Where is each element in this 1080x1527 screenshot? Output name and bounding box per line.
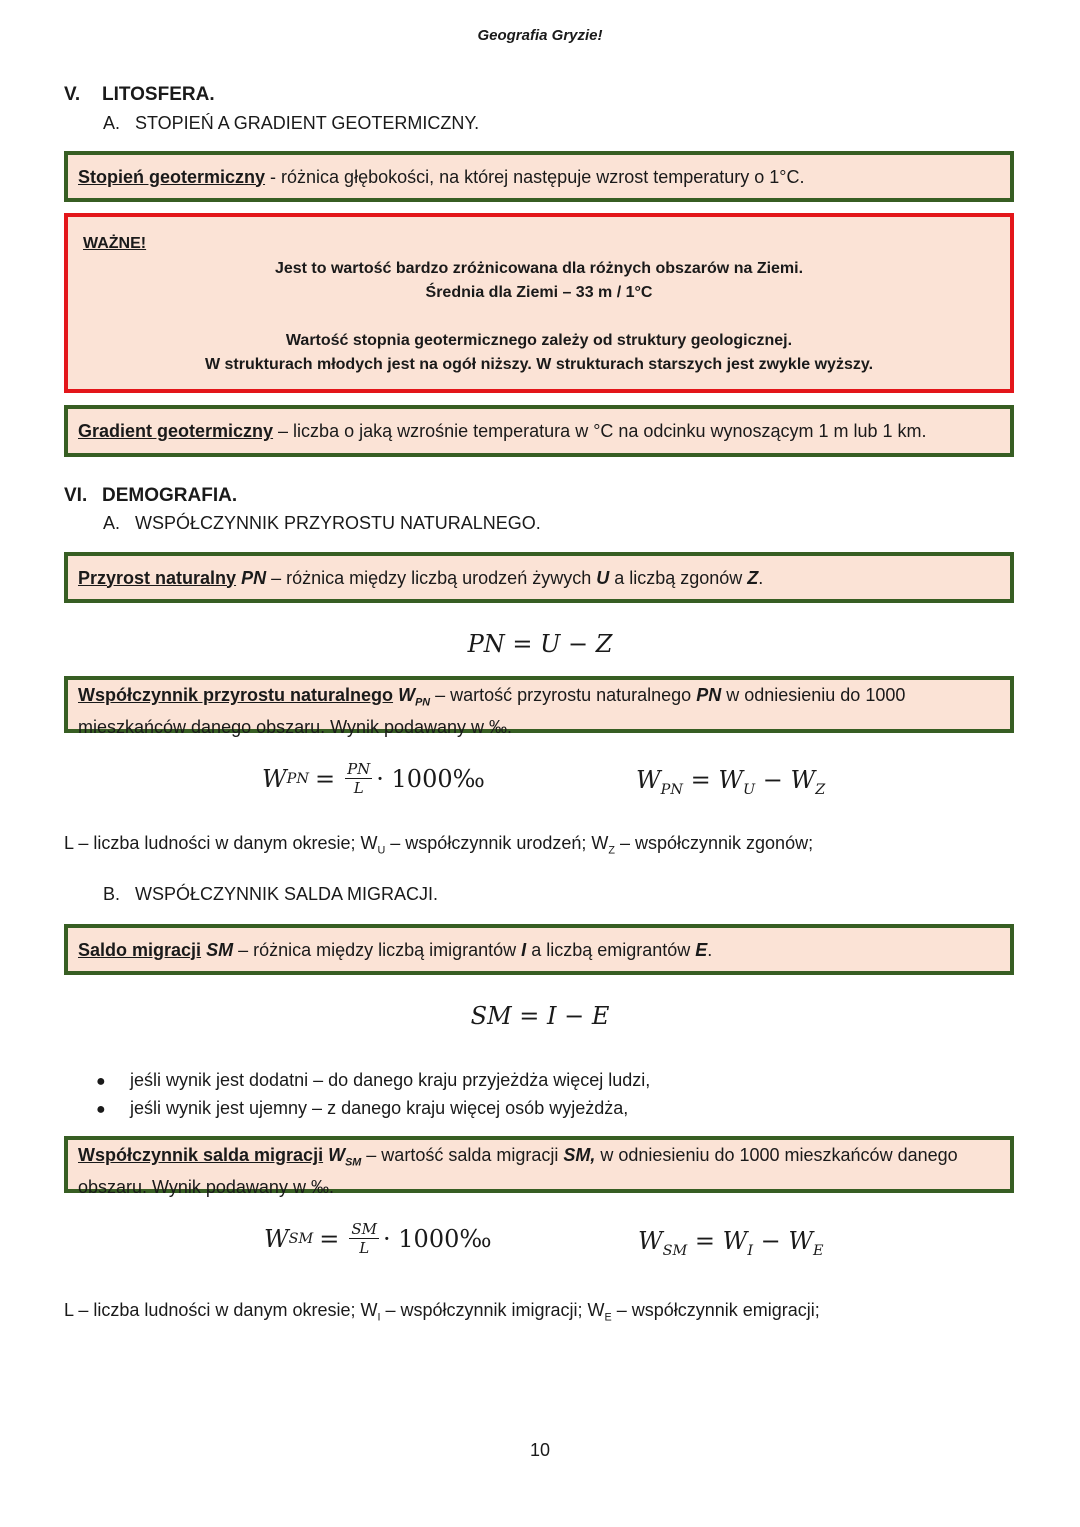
fraction: [345, 760, 372, 797]
formula-part: W: [718, 766, 743, 794]
formula-part: W: [790, 766, 816, 794]
subsection-heading-przyrost: [103, 513, 541, 534]
formula-subscript: U: [743, 781, 756, 798]
symbol: W: [328, 1145, 346, 1165]
formula-subscript: E: [813, 1242, 824, 1259]
definition-text: – wartość przyrostu naturalnego: [430, 685, 697, 705]
list-item: [96, 1094, 650, 1122]
warning-label: WAŻNE!: [83, 235, 147, 252]
note-text: – współczynnik zgonów;: [614, 833, 814, 853]
note-subscript: Z: [608, 844, 615, 857]
warning-line: Jest to wartość bardzo zróżnicowana dla różnych obszarów na Ziemi.: [274, 260, 804, 277]
note-subscript: E: [604, 1311, 612, 1324]
definition-wspolczynnik-przyrostu: [64, 676, 1014, 737]
list-item-text: jeśli wynik jest dodatni – do danego kraju przyjeżdża więcej ludzi,: [130, 1070, 651, 1090]
formula-part: W: [262, 764, 287, 793]
definition-term: Współczynnik salda migracji: [78, 1145, 324, 1165]
formula-subscript: SM: [288, 1230, 314, 1247]
definition-text: .: [707, 939, 713, 960]
symbol: I: [521, 939, 527, 960]
formula-part: =: [682, 766, 719, 794]
definition-text: – wartość salda migracji: [361, 1145, 564, 1165]
subsection-letter: A.: [103, 513, 121, 533]
formula-subscript: I: [747, 1242, 753, 1259]
symbol: E: [695, 939, 708, 960]
formula-sm: SM = I − E: [470, 1002, 610, 1030]
symbol: U: [596, 567, 610, 588]
subsection-title: WSPÓŁCZYNNIK SALDA MIGRACJI.: [135, 884, 439, 904]
formula-part: W: [788, 1227, 814, 1255]
warning-line: Wartość stopnia geotermicznego zależy od struktury geologicznej.: [285, 332, 793, 349]
fraction-numerator: PN: [347, 760, 371, 778]
formula-pn: PN = U − Z: [467, 630, 613, 658]
definition-text: a liczbą emigrantów: [526, 939, 696, 960]
warning-box: [64, 213, 1014, 393]
symbol: Z: [747, 567, 759, 588]
definition-text: .: [758, 567, 764, 588]
page-number: 10: [529, 1440, 551, 1460]
formula-part: W: [722, 1227, 748, 1255]
subsection-title: STOPIEŃ A GRADIENT GEOTERMICZNY.: [135, 113, 480, 133]
definition-text: – liczba o jaką wzrośnie temperatura w °C na odcinku wynoszącym 1 m lub 1 km.: [273, 421, 927, 441]
formula-subscript: PN: [660, 781, 683, 798]
definition-text: – różnica między liczbą urodzeń żywych: [266, 567, 597, 588]
definition-text: a liczbą zgonów: [609, 567, 748, 588]
fraction: [349, 1220, 379, 1257]
definition-text: - różnica głębokości, na której następuje wzrost temperatury o 1°C.: [265, 166, 805, 187]
subsection-letter: B.: [103, 884, 121, 904]
formula-part: · 1000‰: [376, 764, 485, 793]
bullet-icon: ●: [96, 1101, 106, 1118]
formula-subscript: Z: [815, 781, 826, 798]
formula-part: =: [319, 1224, 340, 1253]
definition-term: Gradient geotermiczny: [78, 421, 274, 441]
note-text: – współczynnik emigracji;: [611, 1300, 820, 1320]
page-header: Geografia Gryzie!: [477, 27, 603, 44]
symbol-subscript: PN: [415, 696, 431, 709]
formula-wsm-difference: [638, 1227, 824, 1259]
symbol: PN: [241, 567, 267, 588]
definition-text: w odniesieniu do 1000 mieszkańców danego obszaru. Wynik podawany w ‰.: [78, 1145, 958, 1197]
fraction-numerator: SM: [351, 1220, 378, 1238]
definition-term: Przyrost naturalny: [78, 567, 237, 588]
subsection-heading-saldo: [103, 884, 438, 905]
warning-line: W strukturach młodych jest na ogół niższy. W strukturach starszych jest zwykle wyższy.: [204, 356, 874, 373]
bullet-list: [96, 1066, 650, 1122]
formula-part: W: [638, 1227, 663, 1255]
bullet-icon: ●: [96, 1073, 106, 1090]
symbol: PN: [696, 685, 722, 705]
formula-subscript: PN: [286, 770, 309, 787]
symbol: SM,: [563, 1145, 596, 1165]
definition-saldo-migracji: [64, 924, 1014, 975]
symbol: W: [398, 685, 416, 705]
formula-part: · 1000‰: [383, 1224, 492, 1253]
note-subscript: I: [377, 1311, 381, 1324]
formula-wsm-fraction: [264, 1220, 492, 1257]
definition-text: w odniesieniu do 1000 mieszkańców danego obszaru. Wynik podawany w ‰.: [78, 685, 906, 737]
note-text: – współczynnik urodzeń; W: [385, 833, 609, 853]
formula-wpn-fraction: [262, 760, 485, 797]
legend-note-sm: [64, 1300, 820, 1324]
formula-part: =: [687, 1227, 723, 1255]
definition-text: – różnica między liczbą imigrantów: [233, 939, 522, 960]
list-item: [96, 1066, 650, 1094]
note-text: L – liczba ludności w danym okresie; W: [64, 833, 378, 853]
fraction-denominator: L: [359, 1239, 370, 1257]
fraction-denominator: L: [353, 779, 364, 797]
formula-part: −: [753, 1227, 789, 1255]
symbol-subscript: SM: [345, 1156, 362, 1169]
note-text: – współczynnik imigracji; W: [380, 1300, 605, 1320]
section-heading-litosfera: [64, 84, 215, 106]
definition-gradient-geotermiczny: [64, 405, 1014, 457]
note-subscript: U: [377, 844, 386, 857]
subsection-title: WSPÓŁCZYNNIK PRZYROSTU NATURALNEGO.: [135, 513, 541, 533]
legend-note-pn: [64, 833, 813, 857]
section-title: DEMOGRAFIA.: [102, 485, 238, 506]
formula-part: =: [314, 764, 336, 793]
formula-part: W: [264, 1224, 289, 1253]
note-text: L – liczba ludności w danym okresie; W: [64, 1300, 378, 1320]
section-number: VI.: [64, 485, 88, 506]
list-item-text: jeśli wynik jest ujemny – z danego kraju więcej osób wyjeżdża,: [130, 1098, 629, 1118]
subsection-heading-stopien: [103, 113, 479, 134]
section-heading-demografia: [64, 485, 237, 507]
symbol: SM: [206, 939, 234, 960]
section-title: LITOSFERA.: [102, 84, 215, 105]
definition-term: Saldo migracji: [78, 939, 202, 960]
formula-subscript: SM: [662, 1242, 688, 1259]
formula-part: W: [636, 766, 661, 794]
section-number: V.: [64, 84, 81, 105]
definition-term: Stopień geotermiczny: [78, 166, 266, 187]
definition-przyrost-naturalny: [64, 552, 1014, 603]
formula-wpn-difference: [636, 766, 825, 798]
definition-term: Współczynnik przyrostu naturalnego: [78, 685, 394, 705]
definition-wspolczynnik-salda: [64, 1136, 1014, 1197]
subsection-letter: A.: [103, 113, 121, 133]
definition-stopien-geotermiczny: [64, 151, 1014, 202]
formula-part: −: [755, 766, 791, 794]
warning-line: Średnia dla Ziemi – 33 m / 1°C: [425, 284, 653, 301]
